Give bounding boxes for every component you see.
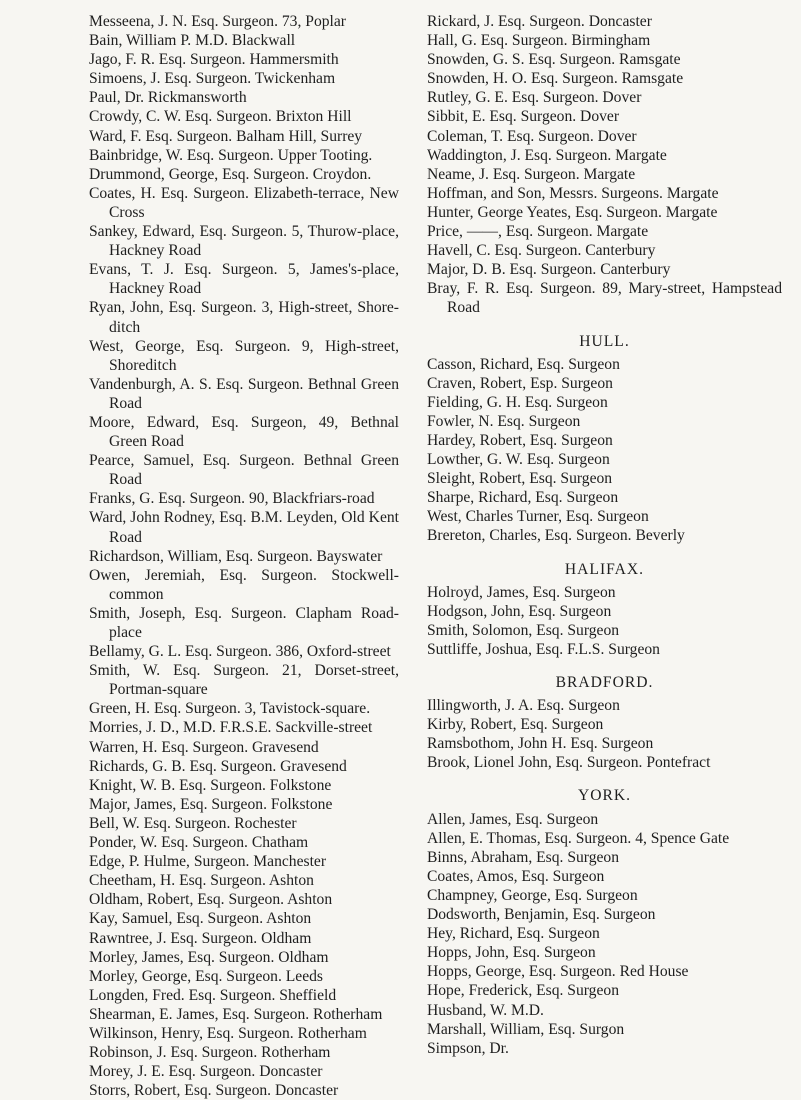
list-entry: Bray, F. R. Esq. Surgeon. 89, Mary-street, Hampstead Road	[427, 280, 782, 317]
list-entry: Brook, Lionel John, Esq. Surgeon. Pontefract	[427, 754, 711, 772]
left-column	[89, 12, 399, 1100]
list-entry: Rutley, G. E. Esq. Surgeon. Dover	[427, 89, 642, 107]
section-heading: HALIFAX.	[564, 560, 645, 578]
list-entry: Snowden, H. O. Esq. Surgeon. Ramsgate	[427, 70, 684, 88]
list-entry: Knight, W. B. Esq. Surgeon. Folkstone	[89, 776, 332, 794]
list-entry: Robinson, J. Esq. Surgeon. Rotherham	[89, 1044, 331, 1062]
list-entry: Neame, J. Esq. Surgeon. Margate	[427, 165, 636, 183]
list-entry: Price, ——, Esq. Surgeon. Margate	[427, 223, 649, 241]
list-entry: Coleman, T. Esq. Surgeon. Dover	[427, 127, 637, 145]
list-entry: Lowther, G. W. Esq. Surgeon	[427, 451, 610, 469]
list-entry: Ponder, W. Esq. Surgeon. Chatham	[89, 834, 309, 852]
list-entry: Messeena, J. N. Esq. Surgeon. 73, Poplar	[89, 13, 346, 30]
list-entry: Rickard, J. Esq. Surgeon. Doncaster	[427, 13, 652, 30]
list-entry: Warren, H. Esq. Surgeon. Gravesend	[89, 738, 319, 756]
list-entry: Evans, T. J. Esq. Surgeon. 5, James's-place, Hackney Road	[89, 261, 399, 298]
list-entry: West, Charles Turner, Esq. Surgeon	[427, 508, 649, 526]
section-heading: BRADFORD.	[555, 674, 654, 691]
section	[427, 332, 782, 546]
list-entry: Illingworth, J. A. Esq. Surgeon	[427, 697, 620, 715]
section-list	[427, 332, 782, 1058]
list-entry: Allen, E. Thomas, Esq. Surgeon. 4, Spence Gate	[427, 829, 730, 847]
list-entry: Sleight, Robert, Esq. Surgeon	[427, 470, 613, 488]
list-entry: Smith, W. Esq. Surgeon. 21, Dorset-street, Portman-square	[89, 662, 399, 699]
list-entry: Sankey, Edward, Esq. Surgeon. 5, Thurow-place, Hackney Road	[89, 223, 399, 260]
list-entry: Jago, F. R. Esq. Surgeon. Hammersmith	[89, 51, 339, 69]
list-entry: Wilkinson, Henry, Esq. Surgeon. Rotherham	[89, 1024, 367, 1042]
list-entry: Ward, F. Esq. Surgeon. Balham Hill, Surrey	[89, 127, 363, 145]
list-entry: Rawntree, J. Esq. Surgeon. Oldham	[89, 929, 312, 947]
list-entry: Holroyd, James, Esq. Surgeon	[427, 583, 616, 601]
list-entry: Hall, G. Esq. Surgeon. Birmingham	[427, 32, 651, 50]
list-entry: Hopps, John, Esq. Surgeon	[427, 944, 596, 962]
list-entry: Longden, Fred. Esq. Surgeon. Sheffield	[89, 986, 337, 1004]
list-entry: Hope, Frederick, Esq. Surgeon	[427, 982, 619, 1000]
list-entry: Green, H. Esq. Surgeon. 3, Tavistock-square.	[89, 700, 371, 718]
list-entry: Cheetham, H. Esq. Surgeon. Ashton	[89, 872, 314, 890]
list-entry: Ramsbothom, John H. Esq. Surgeon	[427, 735, 654, 753]
list-entry: Hoffman, and Son, Messrs. Surgeons. Margate	[427, 184, 719, 202]
list-entry: Hopps, George, Esq. Surgeon. Red House	[427, 963, 689, 981]
list-entry: Storrs, Robert, Esq. Surgeon. Doncaster	[89, 1082, 339, 1100]
list-entry: Morley, James, Esq. Surgeon. Oldham	[89, 948, 329, 966]
list-entry: Bellamy, G. L. Esq. Surgeon. 386, Oxford-street	[89, 643, 391, 661]
section	[427, 786, 782, 1057]
list-entry: Kirby, Robert, Esq. Surgeon	[427, 716, 604, 734]
list-entry: Coates, H. Esq. Surgeon. Elizabeth-terrace, New Cross	[89, 184, 399, 221]
list-entry: Hodgson, John, Esq. Surgeon	[427, 602, 612, 620]
list-entry: Marshall, William, Esq. Surgon	[427, 1020, 625, 1038]
list-entry: Sibbit, E. Esq. Surgeon. Dover	[427, 108, 620, 126]
list-entry: Owen, Jeremiah, Esq. Surgeon. Stockwell-common	[89, 566, 399, 603]
list-entry: Edge, P. Hulme, Surgeon. Manchester	[89, 853, 327, 871]
list-entry: Drummond, George, Esq. Surgeon. Croydon.	[89, 165, 372, 183]
list-entry: Champney, George, Esq. Surgeon	[427, 886, 638, 904]
list-entry: Oldham, Robert, Esq. Surgeon. Ashton	[89, 891, 333, 909]
section	[427, 673, 782, 772]
right-column	[427, 12, 782, 1058]
list-entry: Major, D. B. Esq. Surgeon. Canterbury	[427, 261, 671, 279]
list-entry: Paul, Dr. Rickmansworth	[89, 89, 247, 107]
list-entry: Bain, William P. M.D. Blackwall	[89, 32, 296, 50]
list-entry: Richards, G. B. Esq. Surgeon. Gravesend	[89, 757, 347, 775]
list-entry: Casson, Richard, Esq. Surgeon	[427, 355, 620, 373]
list-entry: Kay, Samuel, Esq. Surgeon. Ashton	[89, 910, 312, 928]
list-entry: Morey, J. E. Esq. Surgeon. Doncaster	[89, 1063, 323, 1081]
list-entry: Bainbridge, W. Esq. Surgeon. Upper Tooting.	[89, 146, 373, 164]
list-entry: Vandenburgh, A. S. Esq. Surgeon. Bethnal Green Road	[89, 375, 399, 412]
list-entry: Sharpe, Richard, Esq. Surgeon	[427, 489, 619, 507]
list-entry: Morries, J. D., M.D. F.R.S.E. Sackville-street	[89, 719, 373, 737]
list-entry: Smith, Joseph, Esq. Surgeon. Clapham Road-place	[89, 604, 399, 641]
list-entry: Franks, G. Esq. Surgeon. 90, Blackfriars-road	[89, 490, 375, 508]
list-entry: Havell, C. Esq. Surgeon. Canterbury	[427, 242, 656, 260]
list-entry: Allen, James, Esq. Surgeon	[427, 810, 599, 828]
list-entry: Pearce, Samuel, Esq. Surgeon. Bethnal Green Road	[89, 452, 399, 489]
list-entry: Binns, Abraham, Esq. Surgeon	[427, 848, 620, 866]
list-entry: Husband, W. M.D.	[427, 1001, 544, 1019]
list-entry: Hunter, George Yeates, Esq. Surgeon. Margate	[427, 203, 718, 221]
section-heading: YORK.	[577, 787, 632, 805]
list-entry: Fielding, G. H. Esq. Surgeon	[427, 393, 608, 411]
list-entry: Ryan, John, Esq. Surgeon. 3, High-street, Shore-ditch	[89, 299, 399, 336]
list-entry: Ward, John Rodney, Esq. B.M. Leyden, Old Kent Road	[89, 509, 399, 546]
list-entry: Fowler, N. Esq. Surgeon	[427, 412, 581, 430]
list-entry: Snowden, G. S. Esq. Surgeon. Ramsgate	[427, 51, 681, 69]
list-entry: Bell, W. Esq. Surgeon. Rochester	[89, 814, 297, 832]
list-entry: Moore, Edward, Esq. Surgeon, 49, Bethnal Green Road	[89, 413, 399, 451]
list-entry: Brereton, Charles, Esq. Surgeon. Beverly	[427, 527, 685, 545]
list-entry: Simpson, Dr.	[427, 1039, 509, 1057]
section	[427, 560, 782, 659]
list-entry: Smith, Solomon, Esq. Surgeon	[427, 621, 620, 639]
section-heading: HULL.	[579, 332, 630, 350]
list-entry: Richardson, William, Esq. Surgeon. Bayswater	[89, 547, 383, 565]
list-entry: Crowdy, C. W. Esq. Surgeon. Brixton Hill	[89, 108, 352, 126]
list-entry: Hey, Richard, Esq. Surgeon	[427, 925, 600, 943]
list-entry: Dodsworth, Benjamin, Esq. Surgeon	[427, 906, 656, 924]
list-entry: Morley, George, Esq. Surgeon. Leeds	[89, 967, 324, 985]
list-entry: Shearman, E. James, Esq. Surgeon. Rotherham	[89, 1005, 383, 1023]
list-entry: Coates, Amos, Esq. Surgeon	[427, 867, 605, 885]
list-entry: Hardey, Robert, Esq. Surgeon	[427, 431, 613, 449]
list-entry: Suttliffe, Joshua, Esq. F.L.S. Surgeon	[427, 640, 660, 658]
list-entry: Craven, Robert, Esp. Surgeon	[427, 374, 613, 392]
list-entry: West, George, Esq. Surgeon. 9, High-street, Shoreditch	[89, 337, 399, 374]
list-entry: Waddington, J. Esq. Surgeon. Margate	[427, 146, 667, 164]
list-entry: Simoens, J. Esq. Surgeon. Twickenham	[89, 70, 336, 88]
list-entry: Major, James, Esq. Surgeon. Folkstone	[89, 795, 333, 813]
intro-entries	[427, 12, 782, 318]
